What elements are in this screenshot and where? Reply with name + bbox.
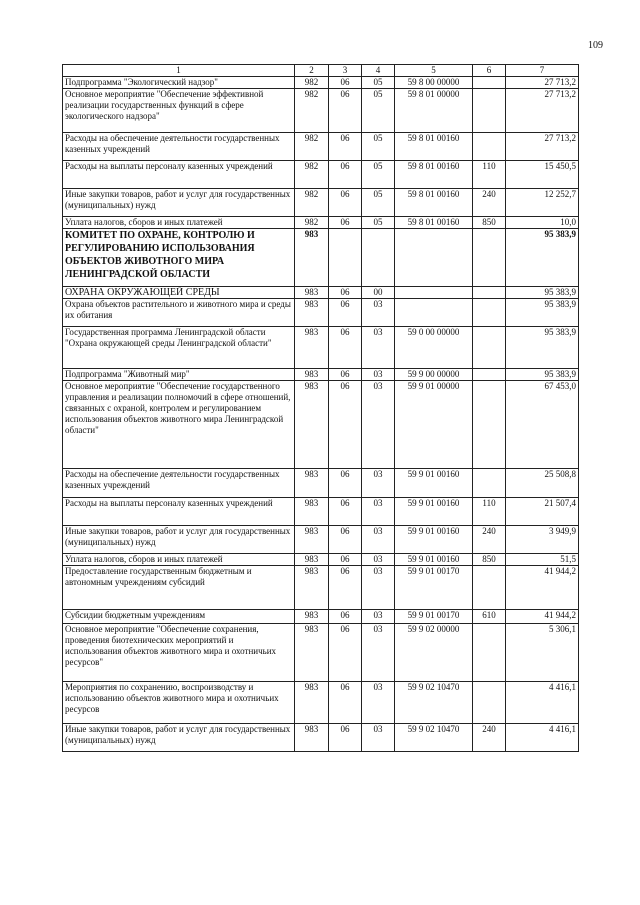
table-row — [63, 498, 579, 526]
table-row — [63, 161, 579, 189]
row-subsection: 05 — [362, 189, 395, 217]
row-code: 983 — [295, 554, 329, 566]
row-target: 59 9 02 10470 — [395, 724, 473, 752]
col-header: 3 — [329, 65, 362, 77]
row-subsection: 03 — [362, 381, 395, 469]
row-subsection: 03 — [362, 469, 395, 498]
row-subsection: 05 — [362, 161, 395, 189]
row-sum: 41 944,2 — [506, 610, 579, 624]
table-row — [63, 610, 579, 624]
row-target: 59 9 01 00170 — [395, 610, 473, 624]
row-subsection: 05 — [362, 89, 395, 133]
row-target: 59 9 01 00170 — [395, 566, 473, 610]
row-code: 983 — [295, 610, 329, 624]
row-target: 59 9 01 00160 — [395, 526, 473, 554]
row-sum: 67 453,0 — [506, 381, 579, 469]
row-sum: 21 507,4 — [506, 498, 579, 526]
row-subsection: 03 — [362, 498, 395, 526]
row-code: 983 — [295, 299, 329, 327]
table-row — [63, 526, 579, 554]
row-sum: 51,5 — [506, 554, 579, 566]
row-code: 983 — [295, 724, 329, 752]
row-type — [473, 566, 506, 610]
row-code: 982 — [295, 161, 329, 189]
table-row — [63, 381, 579, 469]
row-section: 06 — [329, 566, 362, 610]
row-subsection: 00 — [362, 287, 395, 299]
row-name: Иные закупки товаров, работ и услуг для государственных (муниципальных) нужд — [63, 724, 295, 752]
row-name: Государственная программа Ленинградской области "Охрана окружающей среды Ленинградской области" — [63, 327, 295, 369]
row-code: 983 — [295, 469, 329, 498]
row-name: КОМИТЕТ ПО ОХРАНЕ, КОНТРОЛЮ И РЕГУЛИРОВАНИЮ ИСПОЛЬЗОВАНИЯ ОБЪЕКТОВ ЖИВОТНОГО МИРА ЛЕНИНГРАДСКОЙ ОБЛАСТИ — [63, 229, 295, 287]
row-subsection: 03 — [362, 610, 395, 624]
row-section: 06 — [329, 554, 362, 566]
col-header: 1 — [63, 65, 295, 77]
header-row — [63, 65, 579, 77]
row-sum: 95 383,9 — [506, 327, 579, 369]
row-type: 240 — [473, 526, 506, 554]
row-type — [473, 469, 506, 498]
row-subsection: 03 — [362, 369, 395, 381]
row-name: ОХРАНА ОКРУЖАЮЩЕЙ СРЕДЫ — [63, 287, 295, 299]
row-code: 983 — [295, 287, 329, 299]
table-row — [63, 287, 579, 299]
row-section: 06 — [329, 161, 362, 189]
row-type — [473, 327, 506, 369]
row-section: 06 — [329, 299, 362, 327]
row-type: 110 — [473, 161, 506, 189]
row-code: 982 — [295, 89, 329, 133]
col-header: 2 — [295, 65, 329, 77]
row-sum: 27 713,2 — [506, 89, 579, 133]
row-subsection: 03 — [362, 327, 395, 369]
row-target: 59 8 01 00160 — [395, 189, 473, 217]
row-code: 982 — [295, 133, 329, 161]
col-header: 6 — [473, 65, 506, 77]
row-target: 59 9 02 00000 — [395, 624, 473, 682]
row-name: Иные закупки товаров, работ и услуг для государственных (муниципальных) нужд — [63, 189, 295, 217]
row-code: 983 — [295, 327, 329, 369]
row-type: 850 — [473, 217, 506, 229]
row-section: 06 — [329, 217, 362, 229]
row-sum: 4 416,1 — [506, 682, 579, 724]
row-sum: 27 713,2 — [506, 77, 579, 89]
row-type: 610 — [473, 610, 506, 624]
row-type: 240 — [473, 724, 506, 752]
row-name: Расходы на обеспечение деятельности государственных казенных учреждений — [63, 469, 295, 498]
row-name: Расходы на обеспечение деятельности государственных казенных учреждений — [63, 133, 295, 161]
table-row — [63, 77, 579, 89]
row-code: 983 — [295, 526, 329, 554]
table-row — [63, 189, 579, 217]
row-section: 06 — [329, 189, 362, 217]
table-row — [63, 217, 579, 229]
table-row — [63, 89, 579, 133]
row-sum: 10,0 — [506, 217, 579, 229]
row-subsection: 03 — [362, 526, 395, 554]
row-type — [473, 133, 506, 161]
table-row — [63, 299, 579, 327]
row-subsection: 03 — [362, 554, 395, 566]
row-subsection: 03 — [362, 724, 395, 752]
row-name: Субсидии бюджетным учреждениям — [63, 610, 295, 624]
row-sum: 95 383,9 — [506, 299, 579, 327]
page-number: 109 — [588, 40, 603, 51]
row-section: 06 — [329, 327, 362, 369]
row-section: 06 — [329, 77, 362, 89]
row-name: Основное мероприятие "Обеспечение эффективной реализации государственных функций в сфере экологического надзора" — [63, 89, 295, 133]
row-target: 59 8 01 00160 — [395, 133, 473, 161]
row-type — [473, 381, 506, 469]
row-type — [473, 229, 506, 287]
table-row — [63, 566, 579, 610]
row-section: 06 — [329, 89, 362, 133]
row-section: 06 — [329, 381, 362, 469]
row-section: 06 — [329, 469, 362, 498]
row-name: Иные закупки товаров, работ и услуг для государственных (муниципальных) нужд — [63, 526, 295, 554]
row-code: 983 — [295, 229, 329, 287]
col-header: 4 — [362, 65, 395, 77]
row-type — [473, 682, 506, 724]
row-sum: 95 383,9 — [506, 229, 579, 287]
row-sum: 4 416,1 — [506, 724, 579, 752]
row-sum: 25 508,8 — [506, 469, 579, 498]
row-target: 59 9 01 00160 — [395, 469, 473, 498]
row-target: 59 8 01 00000 — [395, 89, 473, 133]
row-code: 983 — [295, 682, 329, 724]
row-target — [395, 287, 473, 299]
row-sum: 5 306,1 — [506, 624, 579, 682]
row-type — [473, 369, 506, 381]
row-sum: 15 450,5 — [506, 161, 579, 189]
row-target — [395, 299, 473, 327]
row-section: 06 — [329, 610, 362, 624]
row-sum: 95 383,9 — [506, 369, 579, 381]
table-row — [63, 682, 579, 724]
row-name: Уплата налогов, сборов и иных платежей — [63, 217, 295, 229]
row-target: 59 0 00 00000 — [395, 327, 473, 369]
row-sum: 95 383,9 — [506, 287, 579, 299]
row-section: 06 — [329, 133, 362, 161]
row-target: 59 9 01 00000 — [395, 381, 473, 469]
row-sum: 27 713,2 — [506, 133, 579, 161]
table-row — [63, 554, 579, 566]
row-target — [395, 229, 473, 287]
row-section: 06 — [329, 682, 362, 724]
row-subsection: 03 — [362, 566, 395, 610]
row-sum: 3 949,9 — [506, 526, 579, 554]
table-row — [63, 327, 579, 369]
table-row — [63, 229, 579, 287]
row-target: 59 8 01 00160 — [395, 217, 473, 229]
row-code: 983 — [295, 381, 329, 469]
row-name: Охрана объектов растительного и животного мира и среды их обитания — [63, 299, 295, 327]
row-code: 982 — [295, 77, 329, 89]
row-name: Предоставление государственным бюджетным и автономным учреждениям субсидий — [63, 566, 295, 610]
row-name: Основное мероприятие "Обеспечение сохранения, проведения биотехнических мероприятий и использования объектов животного мира и охотничьих ресурсов" — [63, 624, 295, 682]
row-name: Расходы на выплаты персоналу казенных учреждений — [63, 161, 295, 189]
row-section: 06 — [329, 526, 362, 554]
row-sum: 41 944,2 — [506, 566, 579, 610]
row-subsection: 03 — [362, 624, 395, 682]
row-sum: 12 252,7 — [506, 189, 579, 217]
table-row — [63, 624, 579, 682]
table-row — [63, 133, 579, 161]
row-section: 06 — [329, 498, 362, 526]
row-section: 06 — [329, 724, 362, 752]
row-subsection: 05 — [362, 133, 395, 161]
row-target: 59 8 00 00000 — [395, 77, 473, 89]
row-type — [473, 89, 506, 133]
budget-table — [62, 64, 579, 752]
row-section: 06 — [329, 369, 362, 381]
row-name: Подпрограмма "Животный мир" — [63, 369, 295, 381]
row-subsection: 05 — [362, 77, 395, 89]
row-subsection: 03 — [362, 682, 395, 724]
row-code: 983 — [295, 498, 329, 526]
row-target: 59 9 01 00160 — [395, 498, 473, 526]
row-target: 59 8 01 00160 — [395, 161, 473, 189]
row-code: 982 — [295, 217, 329, 229]
row-name: Основное мероприятие "Обеспечение государственного управления и реализации полномочий в сфере отношений, связанных с охраной, контролем и регулированием использования объектов животного мира Ленинградской области" — [63, 381, 295, 469]
row-type: 850 — [473, 554, 506, 566]
row-type — [473, 287, 506, 299]
row-name: Уплата налогов, сборов и иных платежей — [63, 554, 295, 566]
table-row — [63, 369, 579, 381]
row-section: 06 — [329, 287, 362, 299]
row-section — [329, 229, 362, 287]
row-target: 59 9 00 00000 — [395, 369, 473, 381]
row-target: 59 9 02 10470 — [395, 682, 473, 724]
row-section: 06 — [329, 624, 362, 682]
row-subsection: 03 — [362, 299, 395, 327]
row-subsection: 05 — [362, 217, 395, 229]
table-row — [63, 724, 579, 752]
row-code: 983 — [295, 624, 329, 682]
row-code: 983 — [295, 369, 329, 381]
col-header: 5 — [395, 65, 473, 77]
row-type — [473, 624, 506, 682]
row-type: 240 — [473, 189, 506, 217]
row-type: 110 — [473, 498, 506, 526]
row-target: 59 9 01 00160 — [395, 554, 473, 566]
row-name: Расходы на выплаты персоналу казенных учреждений — [63, 498, 295, 526]
table-row — [63, 469, 579, 498]
row-code: 982 — [295, 189, 329, 217]
row-subsection — [362, 229, 395, 287]
row-type — [473, 77, 506, 89]
row-name: Подпрограмма "Экологический надзор" — [63, 77, 295, 89]
row-type — [473, 299, 506, 327]
col-header: 7 — [506, 65, 579, 77]
row-code: 983 — [295, 566, 329, 610]
row-name: Мероприятия по сохранению, воспроизводству и использованию объектов животного мира и охотничьих ресурсов — [63, 682, 295, 724]
